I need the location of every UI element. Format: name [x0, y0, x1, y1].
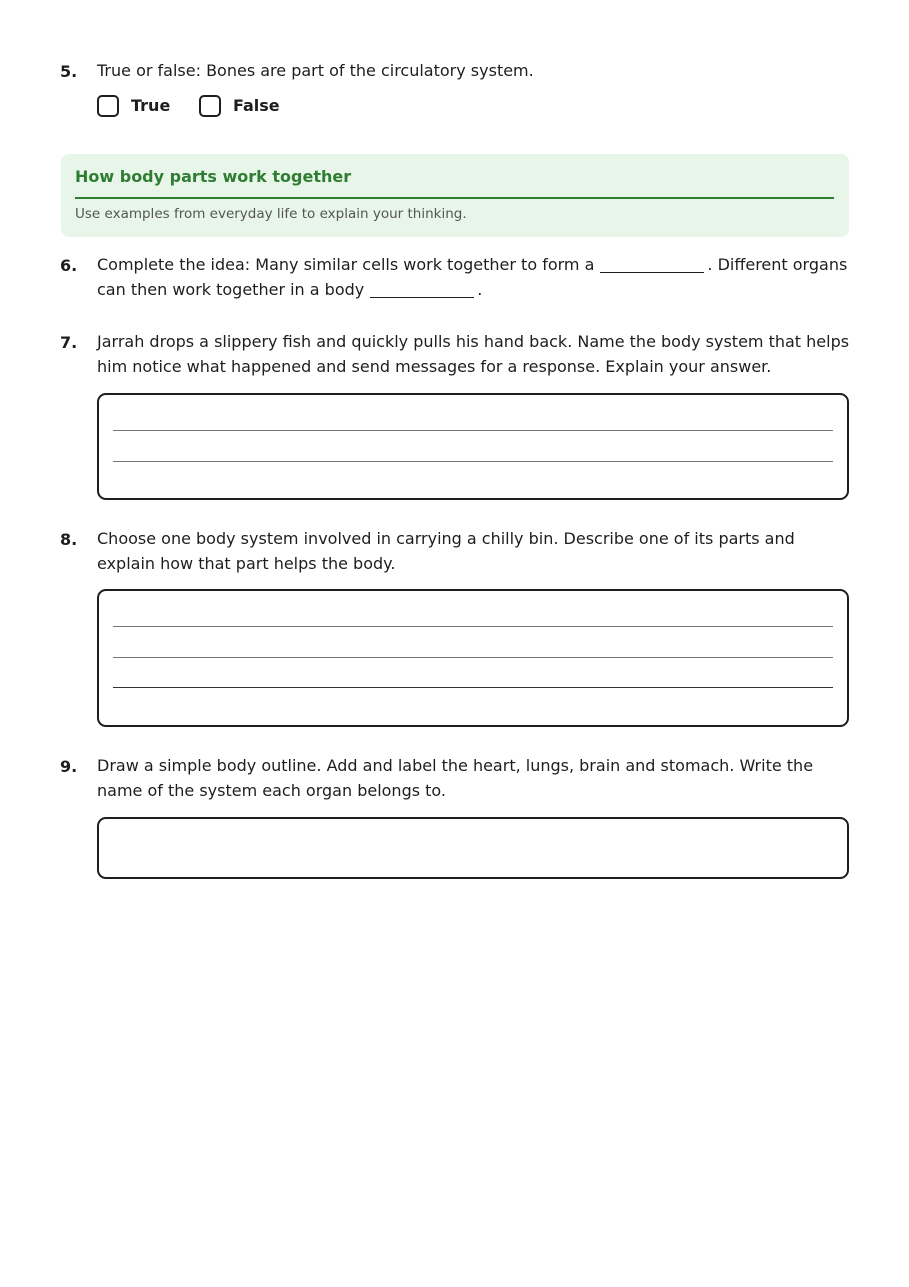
writing-line	[113, 430, 833, 431]
section-title: How body parts work together	[75, 167, 352, 186]
option-true-label: True	[131, 96, 171, 115]
question-number: 6.	[60, 256, 78, 275]
question-text-part-2: . Different organs can then work together in a body	[97, 255, 848, 299]
option-false-label: False	[233, 96, 280, 115]
question-text: Choose one body system involved in carrying a chilly bin. Describe one of its parts and explain how that part helps the body.	[97, 529, 795, 573]
question-number: 7.	[60, 333, 78, 352]
question-text: Draw a simple body outline. Add and label the heart, lungs, brain and stomach. Write the name of the system each organ belongs to.	[97, 756, 814, 800]
writing-line	[113, 657, 833, 658]
question-text: True or false: Bones are part of the circulatory system.	[97, 61, 534, 80]
writing-line	[113, 461, 833, 462]
writing-line	[113, 687, 833, 688]
question-text	[97, 253, 852, 302]
fill-in-blank-1[interactable]	[600, 256, 704, 273]
question-text-part-1: Complete the idea: Many similar cells work together to form a	[97, 255, 595, 274]
question-number: 8.	[60, 530, 78, 549]
section-subtitle: Use examples from everyday life to explain your thinking.	[75, 206, 467, 222]
fill-in-blank-2[interactable]	[370, 281, 474, 298]
question-number: 5.	[60, 62, 78, 81]
checkbox-true[interactable]	[97, 95, 119, 117]
drawing-box-9[interactable]	[97, 817, 849, 879]
question-text-part-3: .	[477, 279, 483, 299]
checkbox-false[interactable]	[199, 95, 221, 117]
section-header	[61, 154, 849, 237]
section-divider	[75, 197, 834, 199]
question-number: 9.	[60, 757, 78, 776]
question-text: Jarrah drops a slippery fish and quickly pulls his hand back. Name the body system that helps him notice what happened and send messages for a response. Explain your answer.	[97, 332, 850, 376]
answer-box-7[interactable]	[97, 393, 849, 500]
answer-box-8[interactable]	[97, 589, 849, 727]
writing-line	[113, 626, 833, 627]
